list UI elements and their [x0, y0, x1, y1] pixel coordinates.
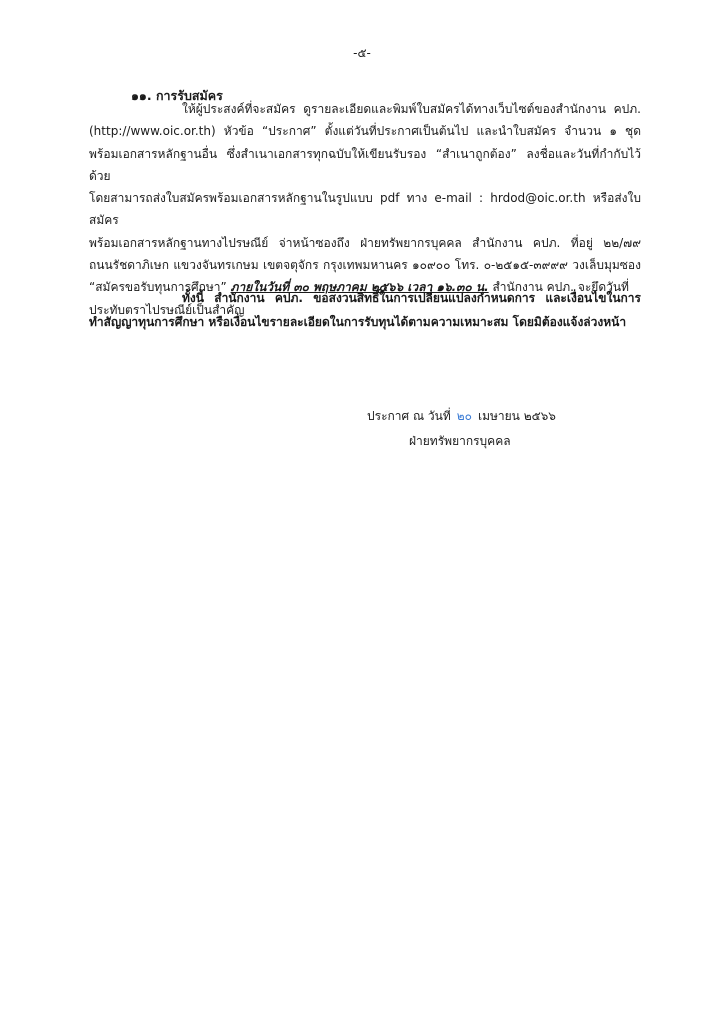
deadline-text: ภายในวันที่ ๓๐ พฤษภาคม ๒๕๖๖ เวลา ๑๖.๓๐ น. [230, 280, 489, 295]
paragraph-line: โดยสามารถส่งใบสมัครพร้อมเอกสารหลักฐานในรูปแบบ pdf ทาง e-mail : hrdod@oic.or.th หรือส่งใบสมัคร [89, 191, 641, 228]
paragraph-line: ประทับตราไปรษณีย์เป็นสำคัญ [89, 302, 245, 317]
announcement-prefix: ประกาศ ณ วันที่ [367, 409, 451, 423]
paragraph-line: ทำสัญญาทุนการศึกษา หรือเงื่อนไขรายละเอียดในการรับทุนได้ตามความเหมาะสม โดยมิต้องแจ้งล่วงหน้า [89, 315, 627, 329]
paragraph-line: ทั้งนี้ สำนักงาน คปภ. ขอสงวนสิทธิ์ในการเปลี่ยนแปลงกำหนดการ และเงื่อนไขในการ [182, 291, 641, 305]
signature-department: ฝ่ายทรัพยากรบุคคล [409, 434, 511, 448]
announcement-date [367, 407, 556, 426]
paragraph-line: ถนนรัชดาภิเษก แขวงจันทรเกษม เขตจตุจักร กรุงเทพมหานคร ๑๐๙๐๐ โทร. ๐-๒๕๑๕-๓๙๙๙ วงเล็บมุมซอง [89, 258, 641, 273]
paragraph-line: พร้อมเอกสารหลักฐานอื่น ซึ่งสำเนาเอกสารทุกฉบับให้เขียนรับรอง “สำเนาถูกต้อง” ลงชื่อและวันที่กำกับไว้ด้วย [89, 146, 641, 183]
envelope-label: “สมัครขอรับทุนการศึกษา” [89, 280, 227, 295]
page-number: -๕- [353, 46, 371, 60]
reservation-paragraph [89, 286, 641, 334]
paragraph-line: (http://www.oic.or.th) หัวข้อ “ประกาศ” ตั้งแต่วันที่ประกาศเป็นต้นไป และนำใบสมัคร จำนวน ๑ ชุด [89, 124, 641, 139]
announcement-month-year: เมษายน ๒๕๖๖ [477, 409, 556, 423]
announcement-day: ๒๐ [456, 409, 472, 423]
section-heading: ๑๑. การรับสมัคร [131, 88, 223, 103]
paragraph-line-suffix: สำนักงาน คปภ. จะยึดวันที่ [492, 280, 629, 295]
paragraph-line: ให้ผู้ประสงค์ที่จะสมัคร ดูรายละเอียดและพิมพ์ใบสมัครได้ทางเว็บไซต์ของสำนักงาน คปภ. [182, 102, 641, 116]
paragraph-line: พร้อมเอกสารหลักฐานทางไปรษณีย์ จ่าหน้าซองถึง ฝ่ายทรัพยากรบุคคล สำนักงาน คปภ. ที่อยู่ ๒๒/๗๙ [89, 235, 641, 250]
